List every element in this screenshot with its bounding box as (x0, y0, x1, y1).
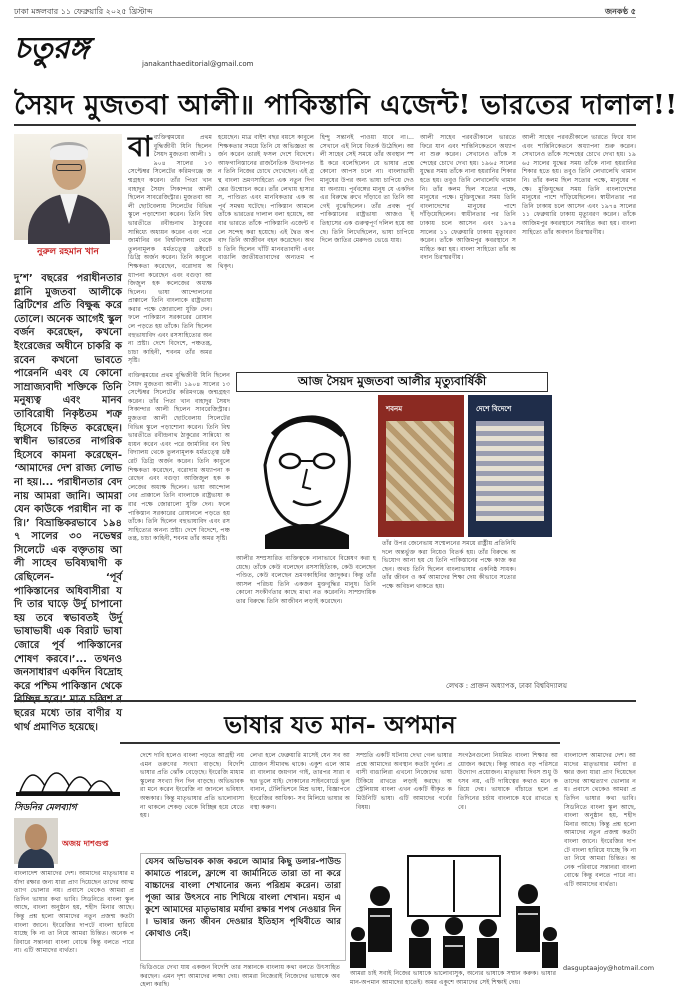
section-masthead: চতুরঙ্গ (14, 31, 90, 66)
section-divider (14, 700, 636, 702)
article1-column-4: হিন্দু সন্তানই পাওয়া যাবে না।... সেখানে এই নিয়ে বিতর্ক উঠেছিল। আলী সাহেব সেই সময়ে তাঁর অবস্থান স্পষ্ট করে বলেছিলেন যে ভাষার প্রশ্নে কোনো আপস চলে না। বাংলাভাষী মানুষের উপর অন্য ভাষা চাপিয়ে দেওয়া অন্যায়। পূর্ববঙ্গের মানুষ যে একদিন এর বিরুদ্ধে রুখে দাঁড়াবে তা তিনি আগেই বুঝেছিলেন। তাঁর প্রবন্ধ পূর্ব পাকিস্তানের রাষ্ট্রভাষা আজও ইতিহাসের এক গুরুত্বপূর্ণ দলিল হয়ে আছে। তিনি লিখেছিলেন, ভাষা চাপিয়ে দিলে জাতির মেরুদণ্ড ভেঙে যায়। (320, 134, 414, 245)
article1-author-credit: লেখক : প্রাক্তন অধ্যাপক, ঢাকা বিশ্ববিদ্যালয় (446, 682, 567, 690)
column-logo-text: সিডনির মেলব্যাগ (14, 803, 77, 813)
article2-column-2: দেশে দাবি হলেও বাংলা পড়তে আগ্রহী নয় এমন তরুণের সংখ্যা বাড়ছে। বিদেশি ভাষার প্রতি ঝোঁক বেড়েছে। ইংরেজি মাধ্যম স্কুলের সংখ্যা দিন দিন বাড়ছে। অভিভাবকরা মনে করেন ইংরেজি না জানলে ভবিষ্যৎ অন্ধকার। কিন্তু মাতৃভাষার প্রতি ভালোবাসা না থাকলে শেকড় থেকে বিচ্ছিন্ন হয়ে যেতে হয়। (140, 752, 244, 820)
article1-bottom-column-a: আলীর সম্প্রসারিত ব্যক্তিত্বকে নানাভাবে বিশ্লেষণ করা হয়েছে। তাঁকে কেউ বলেছেন রসসাহিত্যিক, কেউ বলেছেন পণ্ডিত, কেউ বলেছেন ভ্রমণকাহিনির জাদুকর। কিন্তু তাঁর আসল পরিচয় তিনি একজন মুক্তবুদ্ধির মানুষ। তিনি কোনো সংকীর্ণতার কাছে মাথা নত করেননি। সাম্প্রদায়িকতার বিরুদ্ধে তিনি আজীবন লড়াই করেছেন। (236, 555, 376, 605)
book-cover-deshe-bideshe: দেশে বিদেশে (468, 395, 552, 537)
article1-column-5: আলী সাহেব পরবর্তীকালে ভারতে ফিরে যান এবং শান্তিনিকেতনে অধ্যাপনা শুরু করেন। সেখানেও তাঁকে সন্দেহের চোখে দেখা হয়। ১৯৬৫ সালের যুদ্ধের সময় তাঁকে নানা হয়রানির শিকার হতে হয়। তবুও তিনি লেখালেখি থামাননি। তাঁর কলম ছিল সত্যের পক্ষে, মানুষের পক্ষে। মুক্তিযুদ্ধের সময় তিনি বাংলাদেশের মানুষের পাশে দাঁড়িয়েছিলেন। স্বাধীনতার পর তিনি ঢাকায় চলে আসেন এবং ১৯৭৪ সালের ১১ ফেব্রুয়ারি ঢাকায় মৃত্যুবরণ করেন। তাঁকে আজিমপুর কবরস্থানে সমাহিত করা হয়। বাংলা সাহিত্যে তাঁর অবদান চিরস্মরণীয়। (420, 134, 516, 262)
article2-headline: ভাষার যত মান- অপমান (120, 706, 560, 744)
page-number: জনকণ্ঠ ৫ (604, 7, 636, 16)
author1-photo (14, 134, 122, 240)
article2-pull-quote-box: যেসব অভিভাবক কাজ করলে আমার কিছু ডলার-পাউন্ড কামাতে পারলে, ফ্রান্সে বা জার্মানিতে তারা তা না করে বাচ্চাদের বাংলা শেখানোর জন্য পরিশ্রম করেন। তারা পূজা আর উৎসবে নাচ শিখিয়ে বাংলা শেখান। মহান একুশে আমাদের মাতৃভাষার মর্যাদা রক্ষার শপথ নেওয়ার দিন। ভাষার জন্য জীবন দেওয়ার ইতিহাস পৃথিবীতে আর কোথাও নেই। (140, 853, 346, 961)
author2-photo (14, 818, 58, 864)
article1-column-2b: ব্যক্তিত্বময়ের প্রথম বুদ্ধিজীবী যিনি ছিলেন সৈয়দ মুজতবা আলী। ১৯০৪ সালের ১৩ সেপ্টেম্বর সিলেটের করিমগঞ্জে জন্মগ্রহণ করেন। তাঁর পিতা খান বাহাদুর সৈয়দ সিকান্দার আলী ছিলেন সাবরেজিস্ট্রার। মুজতবা আলী ছোটবেলায় সিলেটের বিভিন্ন স্কুলে পড়াশোনা করেন। তিনি বিশ্বভারতীতে রবীন্দ্রনাথ ঠাকুরের সান্নিধ্যে অধ্যয়ন করেন এবং পরে জার্মানির বন বিশ্ববিদ্যালয় থেকে তুলনামূলক ধর্মতত্ত্বে ডক্টরেট ডিগ্রি অর্জন করেন। তিনি কাবুলে শিক্ষকতা করেছেন, বরোদায় অধ্যাপনা করেছেন এবং বগুড়া আজিজুল হক কলেজের অধ্যক্ষ ছিলেন। ভাষা আন্দোলনের প্রাক্কালে তিনি বাংলাকে রাষ্ট্রভাষা করার পক্ষে জোরালো যুক্তি দেন। ফলে পাকিস্তান সরকারের রোষানলে পড়তে হয় তাঁকে। তিনি ছিলেন বহুভাষাবিদ এবং রসসাহিত্যের অনন্য স্রষ্টা। দেশে বিদেশে, পঞ্চতন্ত্র, চাচা কাহিনী, শবনম তাঁর অমর সৃষ্টি। (128, 372, 230, 543)
article1-author: নুরুল রহমান খান (37, 247, 99, 257)
article1-column-2: বাব্যক্তিত্বময়ের প্রথম বুদ্ধিজীবী যিনি ছিলেন সৈয়দ মুজতবা আলী। ১৯০৪ সালের ১৩ সেপ্টেম্বর সিলেটের করিমগঞ্জে জন্মগ্রহণ করেন। তাঁর পিতা খান বাহাদুর সৈয়দ সিকান্দার আলী ছিলেন সাবরেজিস্ট্রার। মুজতবা আলী ছোটবেলায় সিলেটের বিভিন্ন স্কুলে পড়াশোনা করেন। তিনি বিশ্বভারতীতে রবীন্দ্রনাথ ঠাকুরের সান্নিধ্যে অধ্যয়ন করেন এবং পরে জার্মানির বন বিশ্ববিদ্যালয় থেকে তুলনামূলক ধর্মতত্ত্বে ডক্টরেট ডিগ্রি অর্জন করেন। তিনি কাবুলে শিক্ষকতা করেছেন, বরোদায় অধ্যাপনা করেছেন এবং বগুড়া আজিজুল হক কলেজের অধ্যক্ষ ছিলেন। ভাষা আন্দোলনের প্রাক্কালে তিনি বাংলাকে রাষ্ট্রভাষা করার পক্ষে জোরালো যুক্তি দেন। ফলে পাকিস্তান সরকারের রোষানলে পড়তে হয় তাঁকে। তিনি ছিলেন বহুভাষাবিদ এবং রসসাহিত্যের অনন্য স্রষ্টা। দেশে বিদেশে, পঞ্চতন্ত্র, চাচা কাহিনী, শবনম তাঁর অমর সৃষ্টি। (128, 130, 212, 365)
article2-column-3: লেখা হলে ফেব্রুয়ারি মাসেই যেন সব আয়োজন সীমাবদ্ধ থাকে। একুশ এলে আমরা বাংলার জয়গান গাই, তারপর সারা বছর ভুলে যাই। দোকানের সাইনবোর্ডে ভুল বানান, টেলিভিশনে মিশ্র ভাষা, বিজ্ঞাপনে ইংরেজির আধিক্য- সব মিলিয়ে ভাষার অবস্থা করুণ। (250, 752, 350, 811)
editorial-email[interactable]: janakanthaeditorial@gmail.com (142, 60, 254, 68)
article2-bottom-column-a: ভিডিওতে দেখা যায় একজন বিদেশি তার সন্তানকে বাংলায় কথা বলতে উৎসাহিত করছেন। এমন দৃশ্য আমাদের লজ্জা দেয়। আমরা নিজেরাই নিজেদের ভাষাকে অবহেলা করছি। (140, 964, 340, 989)
article1-column-6: আলী সাহেব পরবর্তীকালে ভারতে ফিরে যান এবং শান্তিনিকেতনে অধ্যাপনা শুরু করেন। সেখানেও তাঁকে সন্দেহের চোখে দেখা হয়। ১৯৬৫ সালের যুদ্ধের সময় তাঁকে নানা হয়রানির শিকার হতে হয়। তবুও তিনি লেখালেখি থামাননি। তাঁর কলম ছিল সত্যের পক্ষে, মানুষের পক্ষে। মুক্তিযুদ্ধের সময় তিনি বাংলাদেশের মানুষের পাশে দাঁড়িয়েছিলেন। স্বাধীনতার পর তিনি ঢাকায় চলে আসেন এবং ১৯৭৪ সালের ১১ ফেব্রুয়ারি ঢাকায় মৃত্যুবরণ করেন। তাঁকে আজিমপুর কবরস্থানে সমাহিত করা হয়। বাংলা সাহিত্যে তাঁর অবদান চিরস্মরণীয়। (522, 134, 636, 236)
article2-column-4: সম্প্রতি একটি ঘটনায় দেখা গেল ভাষার প্রশ্নে আমাদের অবস্থান কতটা দুর্বল। প্রবাসী বাঙালিরা এখনো নিজেদের ভাষা টিকিয়ে রাখতে লড়াই করছে। অস্ট্রেলিয়ায় বাংলা এখন একটি স্বীকৃত কমিউনিটি ভাষা। এটি আমাদের গর্বের বিষয়। (356, 752, 452, 811)
article2-column-6: বাংলাদেশ আমাদের দেশ। আমাদের মাতৃভাষার মর্যাদা রক্ষার জন্য যারা প্রাণ দিয়েছেন তাদের আত্মত্যাগ ভোলার নয়। প্রবাসে থেকেও আমরা প্রতিদিন ভাষার কথা ভাবি। সিডনিতে বাংলা স্কুল আছে, বাংলা অনুষ্ঠান হয়, শহীদ মিনার আছে। কিন্তু প্রশ্ন হলো আমাদের নতুন প্রজন্ম কতটা বাংলা জানে। ইংরেজির দাপটে বাংলা হারিয়ে যাচ্ছে কি না তা নিয়ে আমরা চিন্তিত। অনেক পরিবারে সন্তানরা বাংলা বোঝে কিন্তু বলতে পারে না। এটি আমাদের ব্যর্থতা। (564, 752, 636, 888)
article2-column-5: সংগঠনগুলো নিয়মিত বাংলা শিক্ষার আয়োজন করছে। কিন্তু আরও বড় পরিসরে উদ্যোগ প্রয়োজন। মাতৃভাষা দিবস শুধু উৎসব নয়, এটি দায়িত্বের কথাও মনে করিয়ে দেয়। ভাষাকে বাঁচাতে হলে প্রতিদিনের চর্চায় বাংলাকে ধরে রাখতে হবে। (458, 752, 558, 811)
anniversary-banner: আজ সৈয়দ মুজতবা আলীর মৃত্যুবার্ষিকী (236, 372, 548, 392)
article1-pull-quote: দু’শ’ বছরের পরাধীনতার গ্লানি মুজতবা আলীকে ব্রিটিশের প্রতি বিক্ষুব্ধ করে তোলে। অনেক আগেই স্কুল বর্জন করেছেন, কখনো ইংরেজের অধীনে চাকরি করবেন কখনো ভাবতে পারেননি এবং যে কোনো সাম্রাজ্যবাদী শক্তিকে তিনি মনুষ্যত্ব এবং মানবতাবিরোধী নিকৃষ্টতম শত্রু হিসেবে চিহ্নিত করেছেন। স্বাধীন ভারতের নাগরিক হিসেবে কামনা করেছেন- ‘আমাদের দেশ রাজ্য লোভ না হয়।... পরাধীনতার বেদনায় আমরা জানি। আমরা যেন কাউকে পরাধীন না করি।’ বিভ্রান্তিকরভাবে ১৯৪৭ সালের ৩০ নভেম্বর সিলেটে এক বক্তৃতায় আলী সাহেব ভবিষ্যদ্বাণী করেছিলেন- ‘পূর্ব পাকিস্তানের অধিবাসীরা যদি তার ঘাড়ে উর্দু চাপানো হয় তবে স্বভাবতই উর্দু ভাষাভাষী এক বিরাট ভাষা জোরে পূর্ব পাকিস্তানের শোষণ করবে।’... তথনও জনসাধারণ একদিন বিদ্রোহ করে পশ্চিম পাকিস্তান থেকে ছরের মধ্যে তার বাণীর যথার্থ প্রমাণিত হয়েছে। (14, 273, 122, 733)
article2-author: অজয় দাশগুপ্ত (62, 839, 109, 848)
article1-headline: সৈয়দ মুজতবা আলী॥ পাকিস্তানি এজেন্ট! ভারতের দালাল!! (14, 86, 636, 126)
article1-column-3: হয়েছেন। মাত্র বাইশ বছর বয়সে কাবুলে শিক্ষকতার সময়ে তিনি যে অভিজ্ঞতা অর্জন করেন তারই ফসল দেশে বিদেশে। আফগানিস্তানের রাজনৈতিক উত্থানপতন তিনি নিজের চোখে দেখেছেন। এই গ্রন্থ বাংলা ভ্রমণসাহিত্যে এক নতুন দিগন্তের উন্মোচন করে। তাঁর লেখায় হাস্যরস, পাণ্ডিত্য এবং মানবিকতার এক অপূর্ব সমন্বয় ঘটেছে। পাকিস্তান আমলে তাঁকে ভারতের দালাল বলা হয়েছে, আবার ভারতে তাঁকে পাকিস্তানি এজেন্ট বলে সন্দেহ করা হয়েছে। এই দ্বৈত অপবাদ তিনি আজীবন বহন করেছেন। অথচ তিনি ছিলেন খাঁটি মানবতাবাদী এবং বাঙালি জাতীয়তাবাদের অন্যতম পথিকৃৎ। (218, 134, 314, 270)
drop-cap: বা (128, 130, 152, 163)
article2-bottom-column-b: আমরা চাই সবাই নিজের ভাষাকে ভালোবাসুক, অন্যের ভাষাকে সম্মান করুক। ভাষার মান-অপমান আমাদের হাতেই। অমর একুশে আমাদের সেই শিক্ষাই দেয়। (350, 970, 556, 986)
book-cover-shabnam: শবনম (378, 395, 464, 537)
mujtaba-ali-sketch (245, 395, 365, 549)
author2-email[interactable]: dasguptaajoy@hotmail.com (563, 964, 655, 972)
article1-bottom-column-b: তাঁর উপর জেনেভায় সম্মেলনের সময়ে রাষ্ট্রীয় প্রতিনিধি দলে অন্তর্ভুক্ত করা নিয়েও বিতর্ক হয়। তাঁর বিরুদ্ধে অভিযোগ আনা হয় যে তিনি পাকিস্তানের পক্ষে কাজ করছেন। অথচ তিনি ছিলেন বাংলাভাষার একনিষ্ঠ সাধক। তাঁর জীবন ও কর্ম আমাদের শিক্ষা দেয় কীভাবে সত্যের পক্ষে অবিচল থাকতে হয়। (382, 540, 516, 590)
page-header-bar (14, 6, 636, 18)
article2-column-1: বাংলাদেশ আমাদের দেশ। আমাদের মাতৃভাষার মর্যাদা রক্ষার জন্য যারা প্রাণ দিয়েছেন তাদের আত্মত্যাগ ভোলার নয়। প্রবাসে থেকেও আমরা প্রতিদিন ভাষার কথা ভাবি। সিডনিতে বাংলা স্কুল আছে, বাংলা অনুষ্ঠান হয়, শহীদ মিনার আছে। কিন্তু প্রশ্ন হলো আমাদের নতুন প্রজন্ম কতটা বাংলা জানে। ইংরেজির দাপটে বাংলা হারিয়ে যাচ্ছে কি না তা নিয়ে আমরা চিন্তিত। অনেক পরিবারে সন্তানরা বাংলা বোঝে কিন্তু বলতে পারে না। এটি আমাদের ব্যর্থতা। (14, 870, 134, 955)
book-cover-illustration (386, 421, 454, 521)
book-cover-illustration (476, 421, 544, 521)
date-line: ঢাকা মঙ্গলবার ১১ ফেব্রুয়ারি ২০২৫ খ্রিস্টাব্দ (14, 7, 153, 16)
reading-crowd-illustration (350, 850, 560, 968)
